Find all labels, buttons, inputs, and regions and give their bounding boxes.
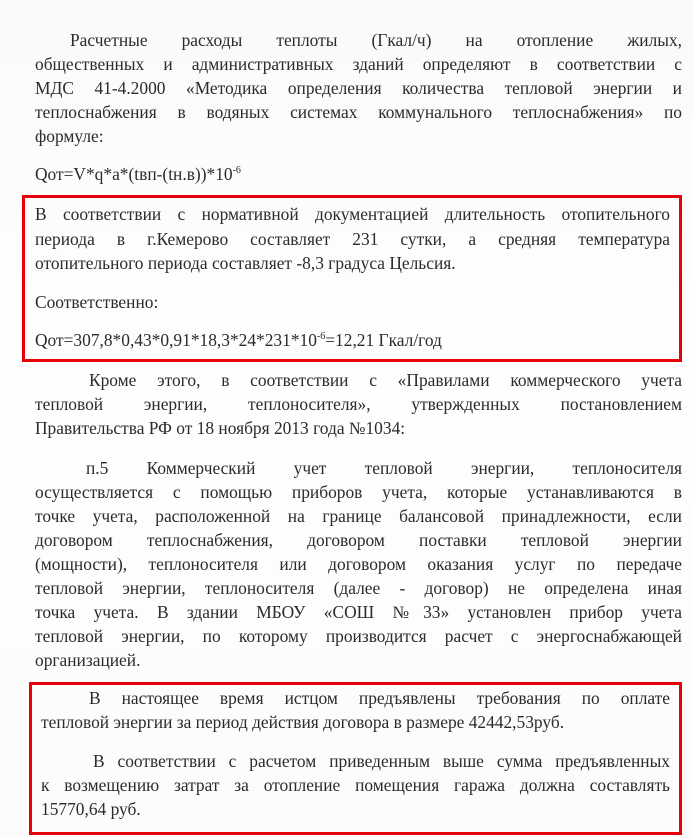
formula-calc-base: Qот=307,8*0,43*0,91*18,3*24*231*10 [35,330,317,350]
text-line: организацией. [35,650,141,670]
formula-base: Qот=V*q*a*(tвп-(tн.в))*10 [35,164,233,184]
text-line: В настоящее время истцом предъявлены требования по оплате [89,688,670,708]
text-line: общественных и административных зданий определяют в соответствии с [35,54,682,74]
text-line: осуществляется с помощью приборов учета, которые устанавливаются в [35,482,682,502]
formula-general [35,163,241,185]
text-line: теплоснабжения в водяных системах коммунального теплоснабжения» по [35,102,682,122]
formula-exponent: -6 [232,165,241,176]
text-line: тепловой энергии, по которому производится расчет с энергоснабжающей [35,626,682,646]
text-line: Правительства РФ от 18 ноября 2013 года №1034: [35,418,406,438]
text-line: тепловой энергии, теплоносителя», утвержденных постановлением [35,394,682,414]
text-line: точке учета, расположенной на границе балансовой принадлежности, если [35,506,682,526]
text-line: 15770,64 руб. [41,799,141,819]
text-line: точка учета. В здании МБОУ «СОШ №33» установлен прибор учета [35,602,682,622]
formula-calc-result: =12,21 Гкал/год [325,330,442,350]
text-line: к возмещению затрат за отопление помещения гаража должна составлять [41,775,670,795]
text-line: В соответствии с нормативной документацией длительность отопительного [35,204,670,224]
text-line: тепловой энергии за период действия договора в размере 42442,53руб. [41,712,565,732]
accordingly-label: Соответственно: [35,292,159,312]
text-line: договором теплоснабжения, договором поставки тепловой энергии [35,530,682,550]
text-line: формуле: [35,126,104,146]
formula-calc-exponent: -6 [316,331,326,342]
formula-calculation [35,329,442,351]
text-line: МДС 41-4.2000 «Методика определения количества тепловой энергии и [35,78,682,98]
text-line: периода в г.Кемерово составляет 231 сутки, а средняя температура [35,229,670,249]
text-line: В соответствии с расчетом приведенным выше сумма предъявленных [93,751,670,771]
text-line: (мощности), теплоносителя или договором оказания услуг по передаче [35,554,682,574]
text-line: отопительного периода составляет -8,3 градуса Цельсия. [35,253,456,273]
text-line: Кроме этого, в соответствии с «Правилами коммерческого учета [89,370,682,390]
text-line: п.5 Коммерческий учет тепловой энергии, теплоносителя [86,458,682,478]
text-line: тепловой энергии, теплоносителя (далее - договор) не определена иная [35,578,682,598]
text-line: Расчетные расходы теплоты (Гкал/ч) на отопление жилых, [70,30,682,50]
